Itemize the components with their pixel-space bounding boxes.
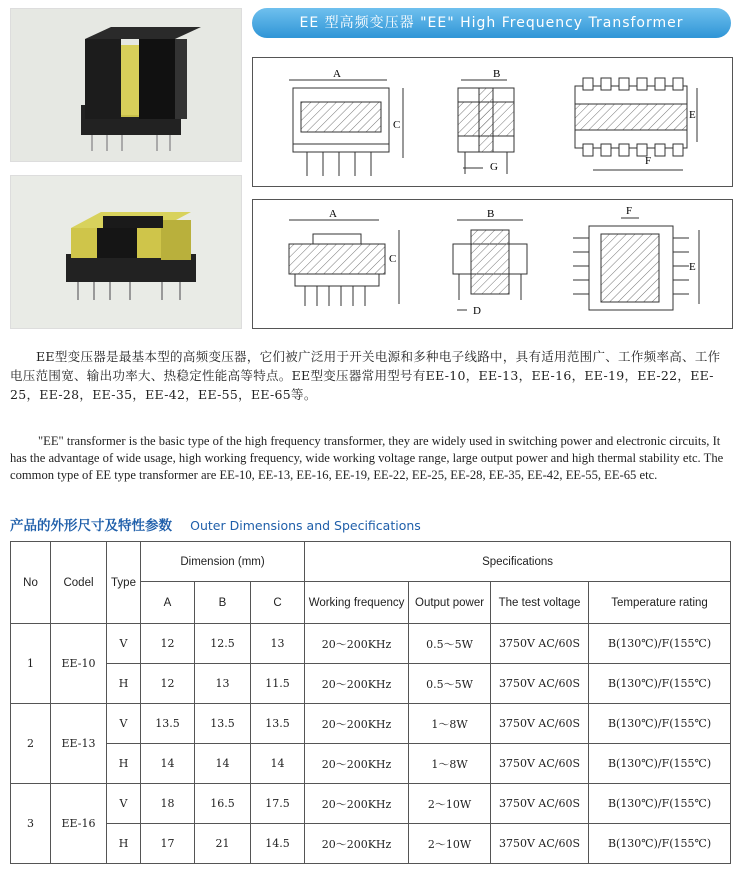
cell-temperature: B(130℃)/F(155℃) [589, 664, 731, 704]
cell-voltage: 3750V AC/60S [491, 824, 589, 864]
intro-english: "EE" transformer is the basic type of the high frequency transformer, they are widely used in switching power and electronic circuits, It has the advantage of wide usage, high working frequency, wide working voltage range, large output power and high thermal stability etc. The common type of EE type transformer are EE-10, EE-13, EE-16, EE-19, EE-22, EE-25, EE-28, EE-35, EE-42, EE-55, EE-65 etc. [10, 434, 724, 482]
dim-label-g: G [490, 161, 498, 173]
header-type: Type [107, 542, 141, 624]
cell-code: EE-16 [51, 784, 107, 864]
header-codel: Codel [51, 542, 107, 624]
cell-code: EE-10 [51, 624, 107, 704]
cell-frequency: 20～200KHz [305, 824, 409, 864]
front-view-drawing [289, 68, 403, 176]
header-test-voltage: The test voltage [491, 582, 589, 624]
dim-label-f: F [645, 155, 652, 167]
cell-temperature: B(130℃)/F(155℃) [589, 784, 731, 824]
side-view-drawing-2 [453, 208, 527, 317]
dim-label-c: C [393, 119, 401, 131]
table-row [11, 664, 731, 704]
cell-no: 3 [11, 784, 51, 864]
cell-c: 13 [251, 624, 305, 664]
dim-label-e: E [689, 109, 696, 121]
dim-label-e-2: E [689, 261, 696, 273]
table-row [11, 704, 731, 744]
front-view-drawing-2 [289, 208, 399, 306]
cell-no: 1 [11, 624, 51, 704]
table-row [11, 624, 731, 664]
table-row [11, 824, 731, 864]
page-banner: EE 型高频变压器 "EE" High Frequency Transformer [252, 8, 731, 38]
cell-c: 14.5 [251, 824, 305, 864]
cell-b: 21 [195, 824, 251, 864]
header-a: A [141, 582, 195, 624]
cell-frequency: 20～200KHz [305, 784, 409, 824]
cell-power: 2～10W [409, 824, 491, 864]
vertical-transformer-photo [10, 8, 242, 162]
table-row [11, 744, 731, 784]
cell-a: 17 [141, 824, 195, 864]
cell-power: 1～8W [409, 704, 491, 744]
cell-power: 0.5～5W [409, 664, 491, 704]
cell-b: 14 [195, 744, 251, 784]
horizontal-transformer-image [11, 176, 241, 328]
cell-a: 18 [141, 784, 195, 824]
side-view-drawing [458, 68, 514, 174]
cell-voltage: 3750V AC/60S [491, 624, 589, 664]
header-working-frequency: Working frequency [305, 582, 409, 624]
section-title [10, 514, 730, 534]
cell-type: H [107, 744, 141, 784]
top-view-drawing [575, 78, 697, 170]
dim-label-a-2: A [329, 208, 337, 220]
dim-label-f-2: F [626, 205, 633, 217]
header-output-power: Output power [409, 582, 491, 624]
top-view-drawing-2 [573, 205, 699, 310]
header-c: C [251, 582, 305, 624]
cell-temperature: B(130℃)/F(155℃) [589, 744, 731, 784]
horizontal-transformer-photo [10, 175, 242, 329]
cell-a: 12 [141, 624, 195, 664]
cell-b: 16.5 [195, 784, 251, 824]
dim-label-d: D [473, 305, 481, 317]
dim-label-b-2: B [487, 208, 495, 220]
header-specifications: Specifications [305, 542, 731, 582]
dim-label-c-2: C [389, 253, 397, 265]
section-title-en: Outer Dimensions and Specifications [190, 518, 421, 533]
cell-c: 13.5 [251, 704, 305, 744]
cell-voltage: 3750V AC/60S [491, 784, 589, 824]
intro-chinese: EE型变压器是最基本型的高频变压器，它们被广泛用于开关电源和多种电子线路中，具有适用范围广、工作频率高、工作电压范围宽、输出功率大、热稳定性能高等特点。EE型变压器常用型号有EE-10，EE-13，EE-16，EE-19，EE-22，EE-25，EE-28，EE-35，EE-42，EE-55，EE-65等。 [10, 349, 721, 402]
vertical-transformer-image [11, 9, 241, 161]
cell-voltage: 3750V AC/60S [491, 704, 589, 744]
cell-b: 13 [195, 664, 251, 704]
spec-table [10, 541, 731, 864]
cell-temperature: B(130℃)/F(155℃) [589, 624, 731, 664]
section-title-cn: 产品的外形尺寸及特性参数 [10, 518, 172, 534]
horizontal-type-drawings [252, 199, 733, 329]
cell-c: 14 [251, 744, 305, 784]
header-b: B [195, 582, 251, 624]
cell-frequency: 20～200KHz [305, 624, 409, 664]
dim-label-b: B [493, 68, 501, 80]
cell-voltage: 3750V AC/60S [491, 664, 589, 704]
cell-c: 17.5 [251, 784, 305, 824]
cell-b: 13.5 [195, 704, 251, 744]
cell-a: 13.5 [141, 704, 195, 744]
header-dimension: Dimension (mm) [141, 542, 305, 582]
cell-code: EE-13 [51, 704, 107, 784]
cell-temperature: B(130℃)/F(155℃) [589, 824, 731, 864]
cell-a: 12 [141, 664, 195, 704]
cell-frequency: 20～200KHz [305, 704, 409, 744]
cell-type: H [107, 824, 141, 864]
table-row [11, 784, 731, 824]
cell-type: H [107, 664, 141, 704]
cell-temperature: B(130℃)/F(155℃) [589, 704, 731, 744]
cell-power: 2～10W [409, 784, 491, 824]
cell-voltage: 3750V AC/60S [491, 744, 589, 784]
header-temperature-rating: Temperature rating [589, 582, 731, 624]
cell-type: V [107, 624, 141, 664]
cell-b: 12.5 [195, 624, 251, 664]
dim-label-a: A [333, 68, 341, 80]
cell-power: 1～8W [409, 744, 491, 784]
cell-a: 14 [141, 744, 195, 784]
cell-power: 0.5～5W [409, 624, 491, 664]
vertical-type-drawings [252, 57, 733, 187]
cell-c: 11.5 [251, 664, 305, 704]
header-no: No [11, 542, 51, 624]
cell-type: V [107, 704, 141, 744]
cell-frequency: 20～200KHz [305, 664, 409, 704]
cell-frequency: 20～200KHz [305, 744, 409, 784]
cell-no: 2 [11, 704, 51, 784]
cell-type: V [107, 784, 141, 824]
